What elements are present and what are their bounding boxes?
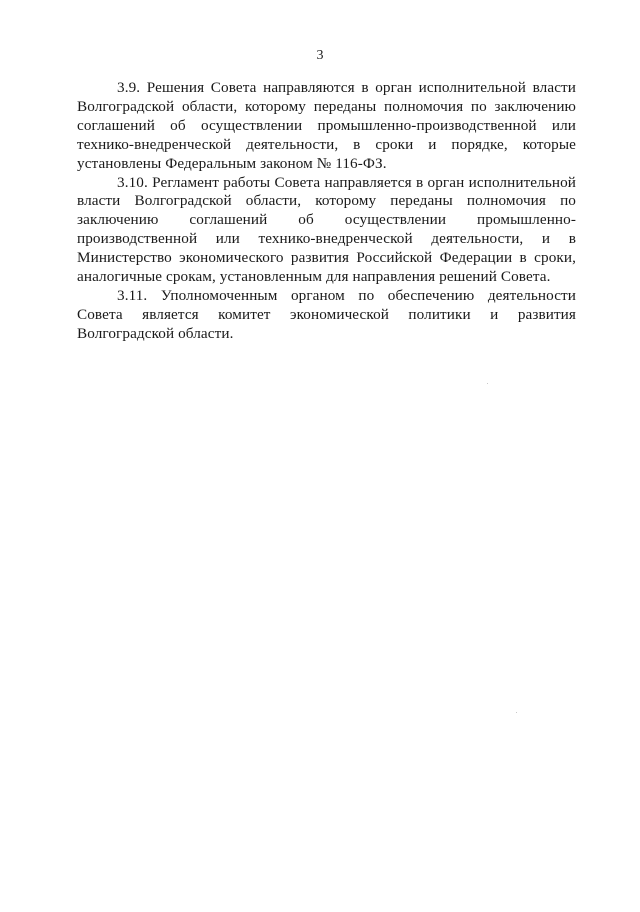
paragraph-3-9: 3.9. Решения Совета направляются в орган исполнительной власти Волгоградской области, которому переданы полномочия по заключению соглашений об осуществлении промышленно-производственной или технико-внедренческой деятельности, в сроки и порядке, которые установлены Федеральным законом № 116-ФЗ. — [77, 79, 576, 172]
page-number: 3 — [316, 48, 324, 63]
document-body — [77, 79, 576, 344]
paragraph-3-10: 3.10. Регламент работы Совета направляется в орган исполнительной власти Волгоградской области, которому переданы полномочия по заключению соглашений об осуществлении промышленно-производственной или технико-внедренческой деятельности, и в Министерство экономического развития Российской Федерации в сроки, аналогичные срокам, установленным для направления решений Совета. — [77, 173, 576, 286]
scan-artifact — [487, 383, 488, 384]
scan-artifact — [516, 712, 517, 713]
paragraph-3-11: 3.11. Уполномоченным органом по обеспечению деятельности Совета является комитет экономической политики и развития Волгоградской области. — [77, 286, 576, 342]
